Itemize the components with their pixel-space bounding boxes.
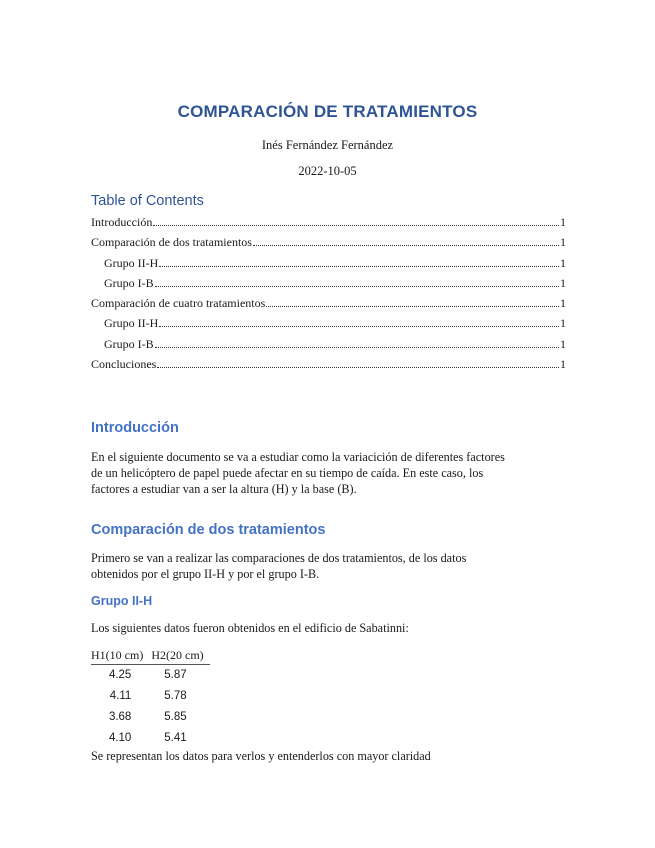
- toc-leader: [266, 305, 559, 307]
- toc-page-number: 1: [560, 357, 566, 372]
- intro-paragraph: [91, 449, 566, 497]
- toc-leader: [155, 285, 559, 287]
- table-header-row: [91, 647, 210, 665]
- toc-page-number: 1: [560, 235, 566, 250]
- heading-comparacion-dos: Comparación de dos tratamientos: [91, 522, 326, 538]
- document-author: Inés Fernández Fernández: [261, 138, 394, 152]
- grupo-iih-closing: [91, 748, 566, 764]
- paragraph-line: factores a estudiar van a ser la altura (H) y la base (B).: [91, 482, 357, 496]
- comparison-paragraph: [91, 550, 566, 582]
- toc-entry-comparacion-dos[interactable]: [91, 234, 566, 254]
- toc-page-number: 1: [560, 215, 566, 229]
- toc-entry-text: Introducción: [91, 215, 153, 229]
- table-row: [91, 707, 210, 728]
- toc-page-number: 1: [560, 336, 566, 351]
- toc-entry-text: Grupo I-B: [104, 275, 154, 290]
- toc-entry-introduccion[interactable]: [91, 214, 566, 234]
- toc-entry-text: Comparación de cuatro tratamientos: [91, 296, 266, 311]
- data-table-grupo-iih: [91, 647, 210, 749]
- toc-page-number: 1: [560, 255, 566, 270]
- toc-page-number: 1: [560, 296, 566, 311]
- toc-entry-text: Concluciones: [91, 357, 157, 372]
- toc-entry-grupo-iih-2[interactable]: [91, 315, 566, 335]
- toc-leader: [159, 265, 559, 267]
- heading-introduccion: Introducción: [91, 420, 179, 436]
- table-cell: 5.41: [164, 732, 187, 744]
- toc-title: Table of Contents: [91, 193, 204, 209]
- document-date: 2022-10-05: [298, 164, 357, 178]
- table-cell: 5.78: [164, 690, 187, 702]
- paragraph-line: En el siguiente documento se va a estudiar como la variacición de diferentes factores: [91, 450, 505, 464]
- table-row: [91, 665, 210, 687]
- toc-entry-grupo-ib-2[interactable]: [91, 336, 566, 356]
- paragraph-line: obtenidos por el grupo II-H y por el grupo I-B.: [91, 567, 320, 581]
- toc-entry-concluciones[interactable]: [91, 356, 566, 376]
- toc-page-number: 1: [560, 275, 566, 290]
- toc-entry-text: Grupo II-H: [104, 316, 159, 331]
- toc-leader: [155, 346, 559, 348]
- toc-leader: [159, 325, 559, 327]
- paragraph-line: Se representan los datos para verlos y entenderlos con mayor claridad: [91, 749, 431, 763]
- table-cell: 4.10: [108, 732, 132, 744]
- table-cell: 4.11: [109, 690, 132, 702]
- table-cell: 5.85: [164, 711, 187, 723]
- table-row: [91, 728, 210, 749]
- paragraph-line: de un helicóptero de papel puede afectar en su tiempo de caída. En este caso, los: [91, 466, 484, 480]
- heading-grupo-iih: Grupo II-H: [91, 594, 153, 608]
- toc-leader: [157, 366, 559, 368]
- toc-page-number: 1: [560, 316, 566, 331]
- toc-entry-grupo-ib[interactable]: [91, 275, 566, 295]
- table-of-contents: [91, 214, 566, 376]
- paragraph-line: Los siguientes datos fueron obtenidos en el edificio de Sabatinni:: [91, 621, 409, 635]
- column-header-h2: H2(20 cm): [151, 647, 209, 665]
- toc-leader: [153, 224, 559, 226]
- grupo-iih-intro: [91, 620, 566, 636]
- table-row: [91, 686, 210, 707]
- document-title: COMPARACIÓN DE TRATAMIENTOS: [177, 102, 478, 121]
- toc-leader: [253, 244, 559, 246]
- toc-entry-comparacion-cuatro[interactable]: [91, 295, 566, 315]
- column-header-h1: H1(10 cm): [91, 647, 151, 665]
- table-cell: 3.68: [108, 711, 132, 723]
- toc-entry-text: Grupo II-H: [104, 255, 159, 270]
- table-cell: 5.87: [164, 669, 187, 681]
- table-cell: 4.25: [108, 669, 132, 681]
- paragraph-line: Primero se van a realizar las comparaciones de dos tratamientos, de los datos: [91, 551, 467, 565]
- toc-entry-text: Comparación de dos tratamientos: [91, 235, 252, 250]
- toc-entry-grupo-iih[interactable]: [91, 255, 566, 275]
- toc-entry-text: Grupo I-B: [104, 336, 154, 351]
